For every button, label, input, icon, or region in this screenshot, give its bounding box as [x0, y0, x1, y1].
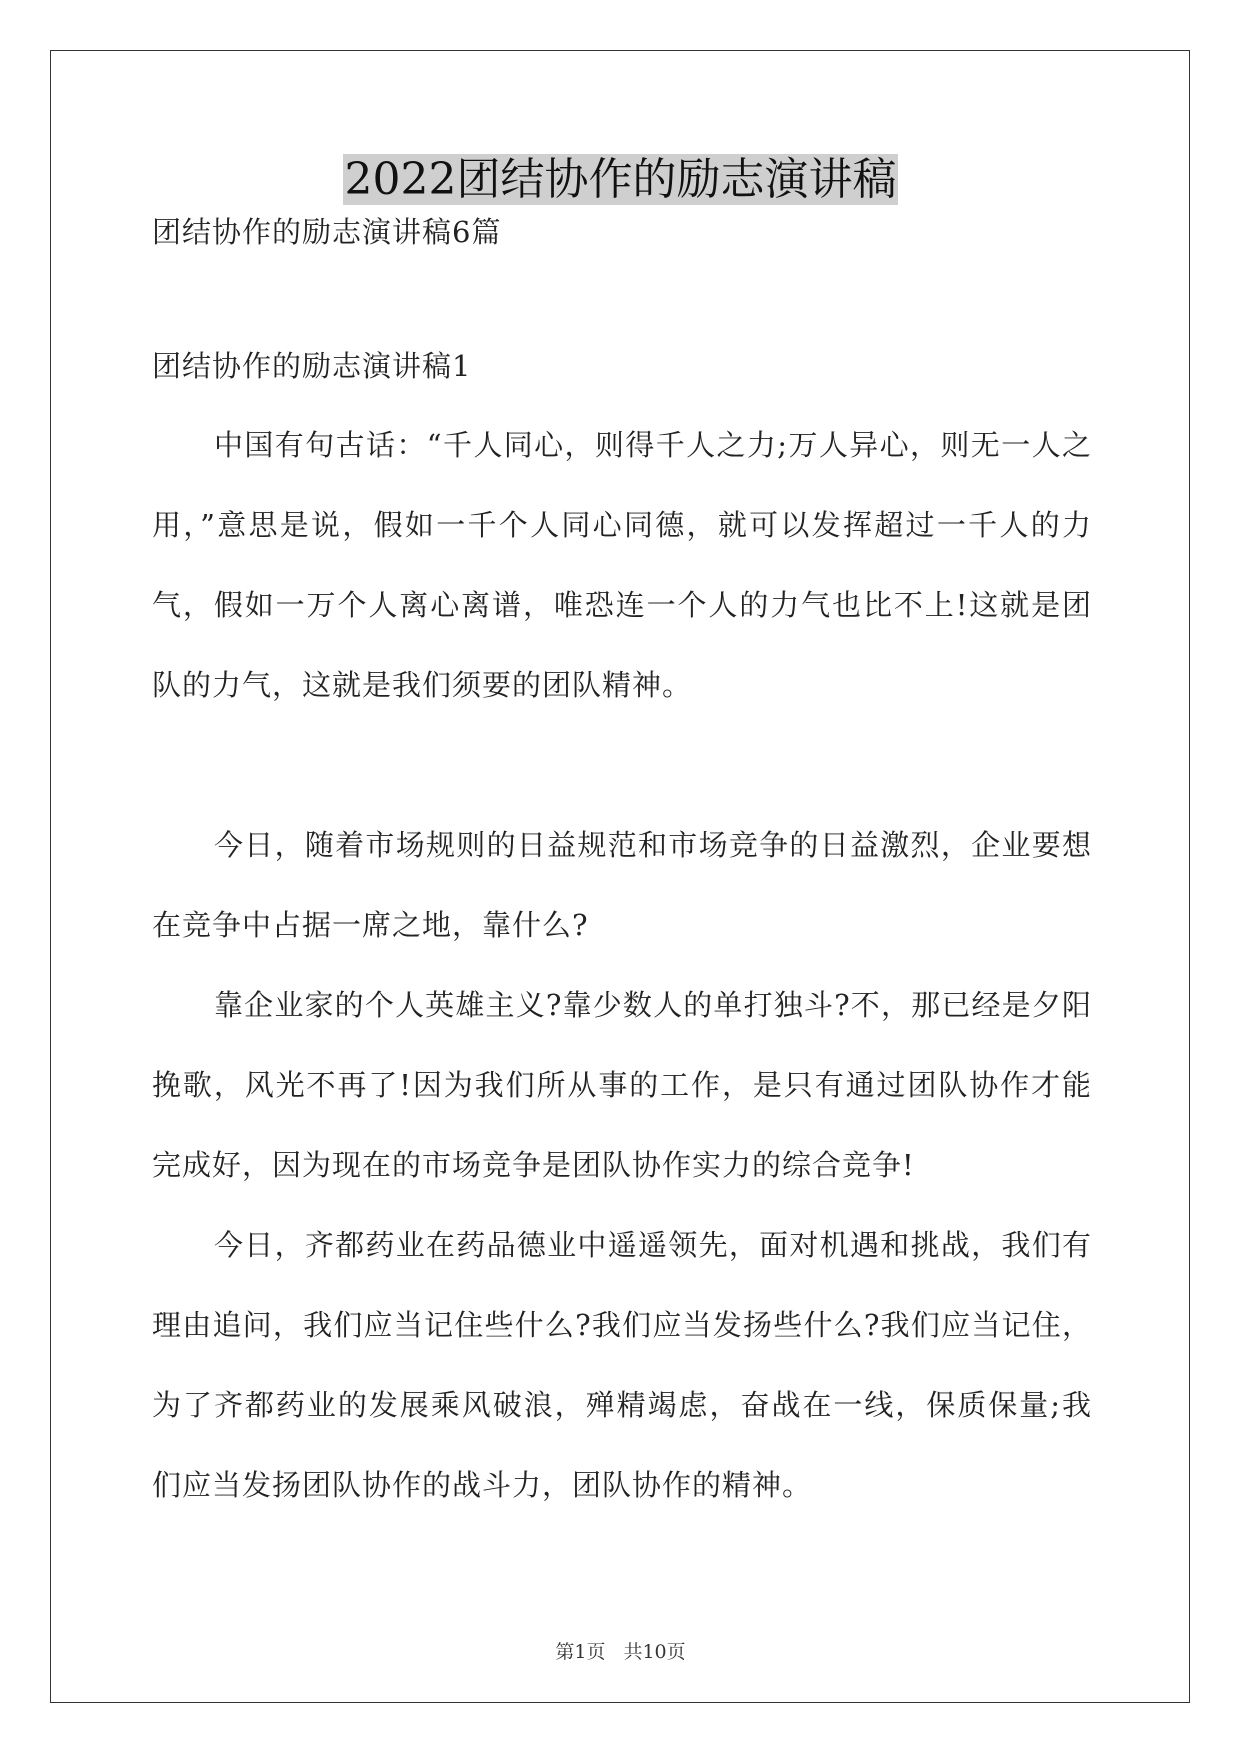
page-number: 第1页 [555, 1641, 606, 1663]
paragraph-2: 今日，随着市场规则的日益规范和市场竞争的日益激烈，企业要想在竞争中占据一席之地，靠什么? [152, 828, 1092, 942]
page-footer [0, 1640, 1241, 1664]
paragraph-3: 靠企业家的个人英雄主义?靠少数人的单打独斗?不，那已经是夕阳挽歌，风光不再了!因为我们所从事的工作，是只有通过团队协作才能完成好，因为现在的市场竞争是团队协作实力的综合竞争! [152, 988, 1092, 1182]
paragraph-1: 中国有句古话：“千人同心，则得千人之力;万人异心，则无一人之用，”意思是说，假如一千个人同心同德，就可以发挥超过一千人的力气，假如一万个人离心离谱，唯恐连一个人的力气也比不上!这就是团队的力气，这就是我们须要的团队精神。 [152, 428, 1092, 702]
page-total: 共10页 [623, 1641, 686, 1663]
section-heading: 团结协作的励志演讲稿1 [152, 349, 472, 383]
paragraph-4: 今日，齐都药业在药品德业中遥遥领先，面对机遇和挑战，我们有理由追问，我们应当记住些什么?我们应当发扬些什么?我们应当记住，为了齐都药业的发展乘风破浪，殚精竭虑，奋战在一线，保质保量;我们应当发扬团队协作的战斗力，团队协作的精神。 [152, 1228, 1092, 1502]
page-title-text: 2022团结协作的励志演讲稿 [344, 154, 897, 205]
page-title [0, 150, 1241, 210]
document-subtitle: 团结协作的励志演讲稿6篇 [152, 215, 502, 249]
